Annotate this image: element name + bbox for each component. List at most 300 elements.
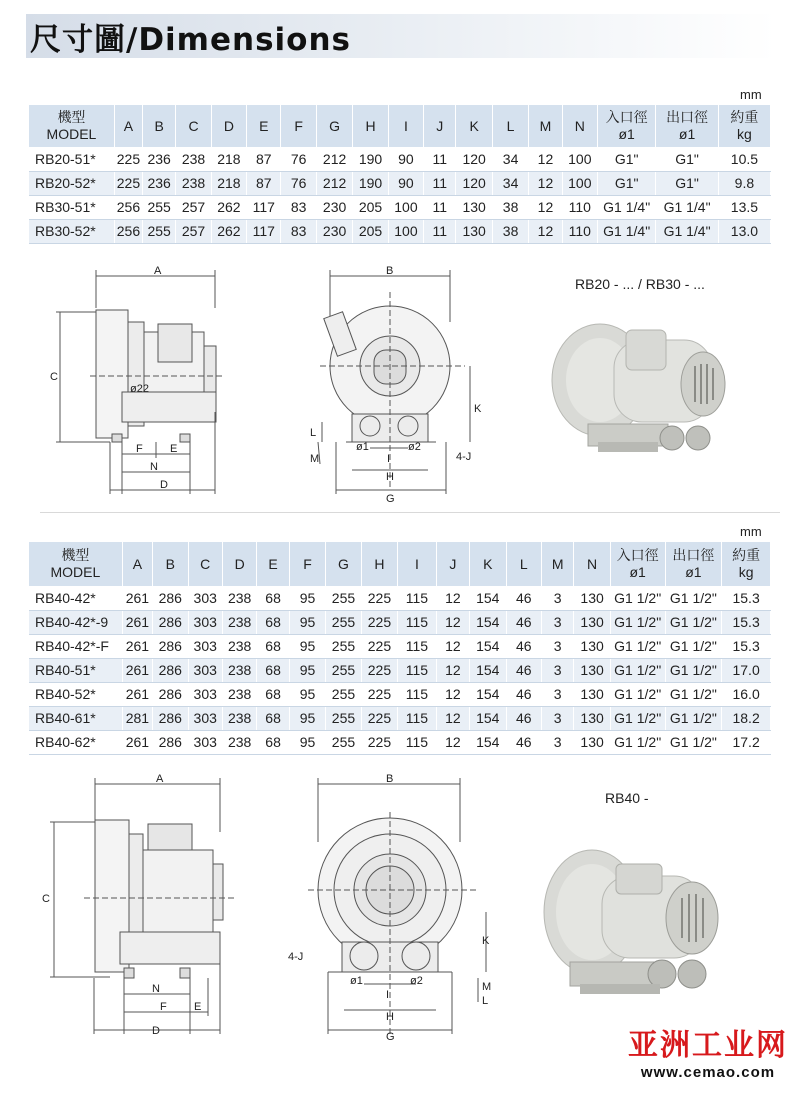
value-cell: 154 — [470, 634, 506, 658]
dim-label-m: M — [310, 453, 320, 465]
value-cell: 46 — [506, 634, 541, 658]
value-cell: 13.0 — [718, 219, 770, 243]
value-cell: 154 — [470, 586, 506, 610]
column-header — [610, 542, 665, 586]
value-cell: 261 — [122, 610, 152, 634]
value-cell: 255 — [326, 634, 361, 658]
column-header — [153, 542, 188, 586]
table-row — [29, 195, 771, 219]
model-cell: RB40-42*-9 — [29, 610, 122, 634]
value-cell: 12 — [529, 171, 562, 195]
column-header-text: H — [365, 117, 376, 134]
dim-label-m: M — [482, 981, 492, 993]
value-cell: 225 — [361, 634, 397, 658]
value-cell: 100 — [388, 195, 423, 219]
dim-label-i: I — [387, 453, 391, 465]
front-view-drawing-rb40 — [288, 772, 498, 1042]
value-cell: 115 — [398, 682, 436, 706]
value-cell: 205 — [353, 195, 388, 219]
dim-label-g: G — [386, 493, 395, 502]
dim-label-bolt: ø22 — [130, 383, 149, 395]
column-header — [222, 542, 256, 586]
value-cell: 238 — [176, 171, 211, 195]
section-divider — [40, 512, 780, 513]
value-cell: G1 1/2" — [665, 610, 722, 634]
dim-label-n: N — [152, 983, 160, 995]
value-cell: 18.2 — [722, 706, 771, 730]
value-cell: 3 — [541, 586, 573, 610]
dim-label-h: H — [386, 471, 394, 483]
column-header-text: 入口徑 — [616, 547, 659, 563]
column-header-text: kg — [737, 126, 752, 142]
value-cell: 90 — [388, 147, 423, 171]
value-cell: 68 — [257, 682, 289, 706]
column-header-text: N — [574, 117, 585, 134]
value-cell: 286 — [153, 682, 188, 706]
column-header-text: C — [200, 555, 211, 572]
value-cell: 303 — [188, 586, 222, 610]
value-cell: 46 — [506, 706, 541, 730]
column-header — [541, 542, 573, 586]
dim-label-phi1: ø1 — [356, 441, 369, 453]
value-cell: 117 — [247, 195, 281, 219]
value-cell: 15.3 — [722, 634, 771, 658]
value-cell: G1 1/2" — [665, 730, 722, 754]
column-header — [122, 542, 152, 586]
column-header-text: MODEL — [50, 564, 101, 580]
value-cell: 154 — [470, 730, 506, 754]
value-cell: 46 — [506, 730, 541, 754]
product-photo-rb20 — [548, 300, 738, 470]
dim-label-c: C — [50, 371, 58, 383]
model-cell: RB40-52* — [29, 682, 122, 706]
value-cell: 286 — [153, 730, 188, 754]
column-header-text: G — [338, 555, 349, 572]
value-cell: 262 — [211, 195, 246, 219]
value-cell: 95 — [289, 658, 325, 682]
column-header — [424, 105, 456, 147]
value-cell: 115 — [398, 634, 436, 658]
column-header-text: K — [483, 555, 493, 572]
dim-label-e: E — [170, 443, 178, 455]
column-header — [718, 105, 770, 147]
dim-label-d: D — [160, 479, 168, 491]
value-cell: 117 — [247, 219, 281, 243]
table-row — [29, 658, 771, 682]
value-cell: 10.5 — [718, 147, 770, 171]
column-header-text: I — [414, 555, 419, 572]
value-cell: 68 — [257, 586, 289, 610]
column-header-text: ø1 — [678, 126, 696, 142]
value-cell: 303 — [188, 682, 222, 706]
value-cell: 38 — [492, 195, 528, 219]
value-cell: 236 — [143, 147, 176, 171]
column-header — [665, 542, 722, 586]
value-cell: 225 — [114, 171, 142, 195]
column-header-text: kg — [738, 564, 754, 580]
column-header — [326, 542, 361, 586]
column-header-text: H — [374, 555, 385, 572]
value-cell: 255 — [326, 682, 361, 706]
value-cell: G1 1/2" — [610, 682, 665, 706]
table-row — [29, 706, 771, 730]
value-cell: 255 — [143, 219, 176, 243]
value-cell: 3 — [541, 730, 573, 754]
value-cell: 255 — [326, 586, 361, 610]
value-cell: 255 — [326, 730, 361, 754]
column-header-text: 機型 — [57, 109, 86, 125]
value-cell: 12 — [436, 706, 469, 730]
dim-label-phi2: ø2 — [408, 441, 421, 453]
value-cell: 12 — [436, 610, 469, 634]
value-cell: 3 — [541, 634, 573, 658]
value-cell: G1" — [656, 147, 718, 171]
dim-label-g: G — [386, 1031, 395, 1042]
value-cell: G1" — [656, 171, 718, 195]
value-cell: 12 — [529, 219, 562, 243]
value-cell: 11 — [424, 147, 456, 171]
dim-label-phi1: ø1 — [350, 975, 363, 987]
column-header-text: F — [303, 555, 312, 572]
dim-label-4j: 4-J — [456, 451, 472, 463]
value-cell: 15.3 — [722, 586, 771, 610]
table-row — [29, 682, 771, 706]
product-photo-rb40 — [540, 828, 730, 1008]
value-cell: G1 1/2" — [610, 634, 665, 658]
column-header-text: L — [519, 555, 528, 572]
value-cell: G1 1/2" — [665, 706, 722, 730]
model-cell: RB40-62* — [29, 730, 122, 754]
dim-label-i: I — [386, 989, 390, 1001]
value-cell: 100 — [562, 147, 597, 171]
value-cell: 15.3 — [722, 610, 771, 634]
value-cell: 218 — [211, 171, 246, 195]
value-cell: 95 — [289, 682, 325, 706]
value-cell: 212 — [316, 171, 352, 195]
column-header-text: J — [436, 117, 444, 134]
value-cell: 3 — [541, 706, 573, 730]
value-cell: 238 — [222, 610, 256, 634]
value-cell: G1 1/2" — [665, 586, 722, 610]
column-header-text: N — [587, 555, 598, 572]
value-cell: 12 — [529, 147, 562, 171]
value-cell: 115 — [398, 610, 436, 634]
column-header — [211, 105, 246, 147]
value-cell: G1" — [598, 171, 656, 195]
value-cell: 255 — [326, 658, 361, 682]
column-header-text: A — [132, 555, 143, 572]
value-cell: 12 — [436, 658, 469, 682]
value-cell: 257 — [176, 219, 211, 243]
value-cell: G1 1/4" — [656, 219, 718, 243]
value-cell: 236 — [143, 171, 176, 195]
column-header — [492, 105, 528, 147]
value-cell: 130 — [574, 634, 610, 658]
value-cell: 87 — [247, 171, 281, 195]
value-cell: 238 — [222, 706, 256, 730]
dim-label-k: K — [482, 935, 490, 947]
value-cell: 225 — [361, 682, 397, 706]
value-cell: 286 — [153, 610, 188, 634]
dim-label-b: B — [386, 265, 394, 277]
value-cell: 154 — [470, 706, 506, 730]
value-cell: 286 — [153, 586, 188, 610]
page-title: 尺寸圖/Dimensions — [30, 22, 351, 58]
dim-label-c: C — [42, 893, 50, 905]
value-cell: 261 — [122, 730, 152, 754]
model-cell: RB40-42* — [29, 586, 122, 610]
value-cell: 95 — [289, 610, 325, 634]
table-row — [29, 730, 771, 754]
model-cell: RB40-51* — [29, 658, 122, 682]
column-header-text: D — [234, 555, 245, 572]
value-cell: 9.8 — [718, 171, 770, 195]
dimensions-table-rb40 — [29, 542, 771, 755]
value-cell: 11 — [424, 219, 456, 243]
value-cell: 256 — [114, 219, 142, 243]
table-header-row — [29, 542, 771, 586]
value-cell: 100 — [562, 171, 597, 195]
column-header — [722, 542, 771, 586]
column-header-text: M — [539, 117, 552, 134]
dim-label-4j: 4-J — [288, 951, 304, 963]
column-header-text: 機型 — [61, 547, 90, 563]
value-cell: 256 — [114, 195, 142, 219]
column-header — [398, 542, 436, 586]
column-header-text: 入口徑 — [605, 109, 648, 125]
value-cell: 46 — [506, 586, 541, 610]
value-cell: 76 — [281, 147, 316, 171]
value-cell: 68 — [257, 730, 289, 754]
value-cell: 225 — [114, 147, 142, 171]
value-cell: 130 — [574, 706, 610, 730]
value-cell: 255 — [143, 195, 176, 219]
watermark-brand: 亚洲工业网 — [628, 1028, 788, 1063]
column-header-text: ø1 — [618, 126, 635, 142]
value-cell: 303 — [188, 730, 222, 754]
value-cell: 154 — [470, 658, 506, 682]
value-cell: 12 — [529, 195, 562, 219]
value-cell: 16.0 — [722, 682, 771, 706]
dimensions-table-rb20-rb30 — [29, 105, 771, 244]
column-header — [361, 542, 397, 586]
value-cell: 238 — [222, 682, 256, 706]
model-cell: RB20-51* — [29, 147, 114, 171]
value-cell: 95 — [289, 706, 325, 730]
column-header — [656, 105, 718, 147]
value-cell: 46 — [506, 682, 541, 706]
value-cell: 225 — [361, 706, 397, 730]
value-cell: 3 — [541, 658, 573, 682]
value-cell: G1 1/2" — [610, 706, 665, 730]
column-header-text: B — [165, 555, 175, 572]
column-header — [257, 542, 289, 586]
column-header — [388, 105, 423, 147]
value-cell: 286 — [153, 706, 188, 730]
table-row — [29, 219, 771, 243]
dim-label-e: E — [194, 1001, 202, 1013]
front-view-drawing-rb20 — [290, 262, 490, 502]
value-cell: G1 1/2" — [610, 658, 665, 682]
column-header — [29, 542, 122, 586]
value-cell: 38 — [492, 219, 528, 243]
column-header-text: ø1 — [685, 564, 702, 580]
column-header — [456, 105, 492, 147]
column-header-text: K — [469, 117, 479, 134]
dim-label-b: B — [386, 773, 394, 785]
dim-label-f: F — [136, 443, 143, 455]
value-cell: 303 — [188, 610, 222, 634]
dim-label-phi2: ø2 — [410, 975, 423, 987]
value-cell: 130 — [574, 610, 610, 634]
value-cell: 257 — [176, 195, 211, 219]
value-cell: 262 — [211, 219, 246, 243]
model-cell: RB40-61* — [29, 706, 122, 730]
value-cell: 46 — [506, 610, 541, 634]
value-cell: 154 — [470, 610, 506, 634]
value-cell: 110 — [562, 195, 597, 219]
value-cell: 115 — [398, 586, 436, 610]
table-row — [29, 586, 771, 610]
column-header-text: 約重 — [732, 547, 761, 563]
value-cell: 3 — [541, 682, 573, 706]
column-header-text: G — [329, 117, 341, 134]
column-header — [562, 105, 597, 147]
value-cell: 303 — [188, 706, 222, 730]
column-header-text: D — [223, 117, 234, 134]
column-header — [281, 105, 316, 147]
value-cell: 17.0 — [722, 658, 771, 682]
value-cell: G1 1/2" — [610, 610, 665, 634]
model-caption-rb20-rb30: RB20 - ... / RB30 - ... — [575, 276, 705, 292]
model-cell: RB30-51* — [29, 195, 114, 219]
value-cell: 255 — [326, 706, 361, 730]
table-row — [29, 610, 771, 634]
value-cell: 115 — [398, 658, 436, 682]
value-cell: 225 — [361, 658, 397, 682]
value-cell: 281 — [122, 706, 152, 730]
value-cell: G1 1/2" — [610, 730, 665, 754]
column-header-text: 出口徑 — [666, 109, 709, 125]
table-row — [29, 171, 771, 195]
table-row — [29, 634, 771, 658]
column-header-text: MODEL — [46, 126, 97, 142]
dim-label-l: L — [310, 427, 317, 439]
value-cell: 303 — [188, 658, 222, 682]
side-view-drawing-rb40 — [40, 772, 270, 1042]
value-cell: 17.2 — [722, 730, 771, 754]
value-cell: 261 — [122, 586, 152, 610]
value-cell: 154 — [470, 682, 506, 706]
column-header — [598, 105, 656, 147]
column-header-text: 約重 — [730, 109, 759, 125]
table-row — [29, 147, 771, 171]
value-cell: 11 — [424, 195, 456, 219]
column-header-text: C — [188, 117, 199, 134]
value-cell: 12 — [436, 730, 469, 754]
column-header-text: E — [268, 555, 278, 572]
dim-label-n: N — [150, 461, 158, 473]
dim-label-h: H — [386, 1011, 394, 1023]
value-cell: 255 — [326, 610, 361, 634]
column-header — [506, 542, 541, 586]
value-cell: 225 — [361, 730, 397, 754]
column-header-text: L — [506, 117, 515, 134]
value-cell: 34 — [492, 171, 528, 195]
value-cell: 230 — [316, 195, 352, 219]
table-header-row — [29, 105, 771, 147]
value-cell: 130 — [456, 219, 492, 243]
unit-label-1: mm — [740, 87, 762, 102]
column-header — [316, 105, 352, 147]
column-header-text: M — [551, 555, 564, 572]
value-cell: 110 — [562, 219, 597, 243]
value-cell: G1 1/2" — [665, 634, 722, 658]
value-cell: 46 — [506, 658, 541, 682]
column-header-text: J — [449, 555, 457, 572]
dim-label-a: A — [154, 265, 162, 277]
value-cell: G1 1/2" — [610, 586, 665, 610]
value-cell: 190 — [353, 147, 388, 171]
value-cell: 11 — [424, 171, 456, 195]
value-cell: 100 — [388, 219, 423, 243]
value-cell: G1 1/2" — [665, 682, 722, 706]
value-cell: 83 — [281, 219, 316, 243]
value-cell: 130 — [574, 586, 610, 610]
column-header-text: B — [154, 117, 164, 134]
value-cell: 238 — [222, 634, 256, 658]
model-cell: RB20-52* — [29, 171, 114, 195]
value-cell: 238 — [176, 147, 211, 171]
value-cell: 87 — [247, 147, 281, 171]
value-cell: 3 — [541, 610, 573, 634]
dim-label-l: L — [482, 995, 489, 1007]
value-cell: 68 — [257, 634, 289, 658]
value-cell: 238 — [222, 730, 256, 754]
value-cell: 68 — [257, 658, 289, 682]
value-cell: G1 1/4" — [656, 195, 718, 219]
column-header — [470, 542, 506, 586]
model-caption-rb40: RB40 - — [605, 790, 649, 806]
value-cell: 83 — [281, 195, 316, 219]
column-header — [353, 105, 388, 147]
value-cell: 238 — [222, 586, 256, 610]
column-header — [247, 105, 281, 147]
value-cell: 115 — [398, 730, 436, 754]
column-header — [436, 542, 469, 586]
dim-label-d: D — [152, 1025, 160, 1037]
unit-label-2: mm — [740, 524, 762, 539]
value-cell: 218 — [211, 147, 246, 171]
side-view-drawing-rb20 — [50, 262, 265, 502]
model-cell: RB40-42*-F — [29, 634, 122, 658]
value-cell: 238 — [222, 658, 256, 682]
column-header-text: 出口徑 — [672, 547, 715, 563]
value-cell: 205 — [353, 219, 388, 243]
column-header-text: F — [294, 117, 303, 134]
value-cell: 225 — [361, 586, 397, 610]
value-cell: 13.5 — [718, 195, 770, 219]
value-cell: 261 — [122, 634, 152, 658]
value-cell: 120 — [456, 147, 492, 171]
value-cell: 95 — [289, 586, 325, 610]
value-cell: 261 — [122, 682, 152, 706]
value-cell: 130 — [456, 195, 492, 219]
value-cell: 261 — [122, 658, 152, 682]
value-cell: 68 — [257, 706, 289, 730]
column-header — [29, 105, 114, 147]
value-cell: 76 — [281, 171, 316, 195]
